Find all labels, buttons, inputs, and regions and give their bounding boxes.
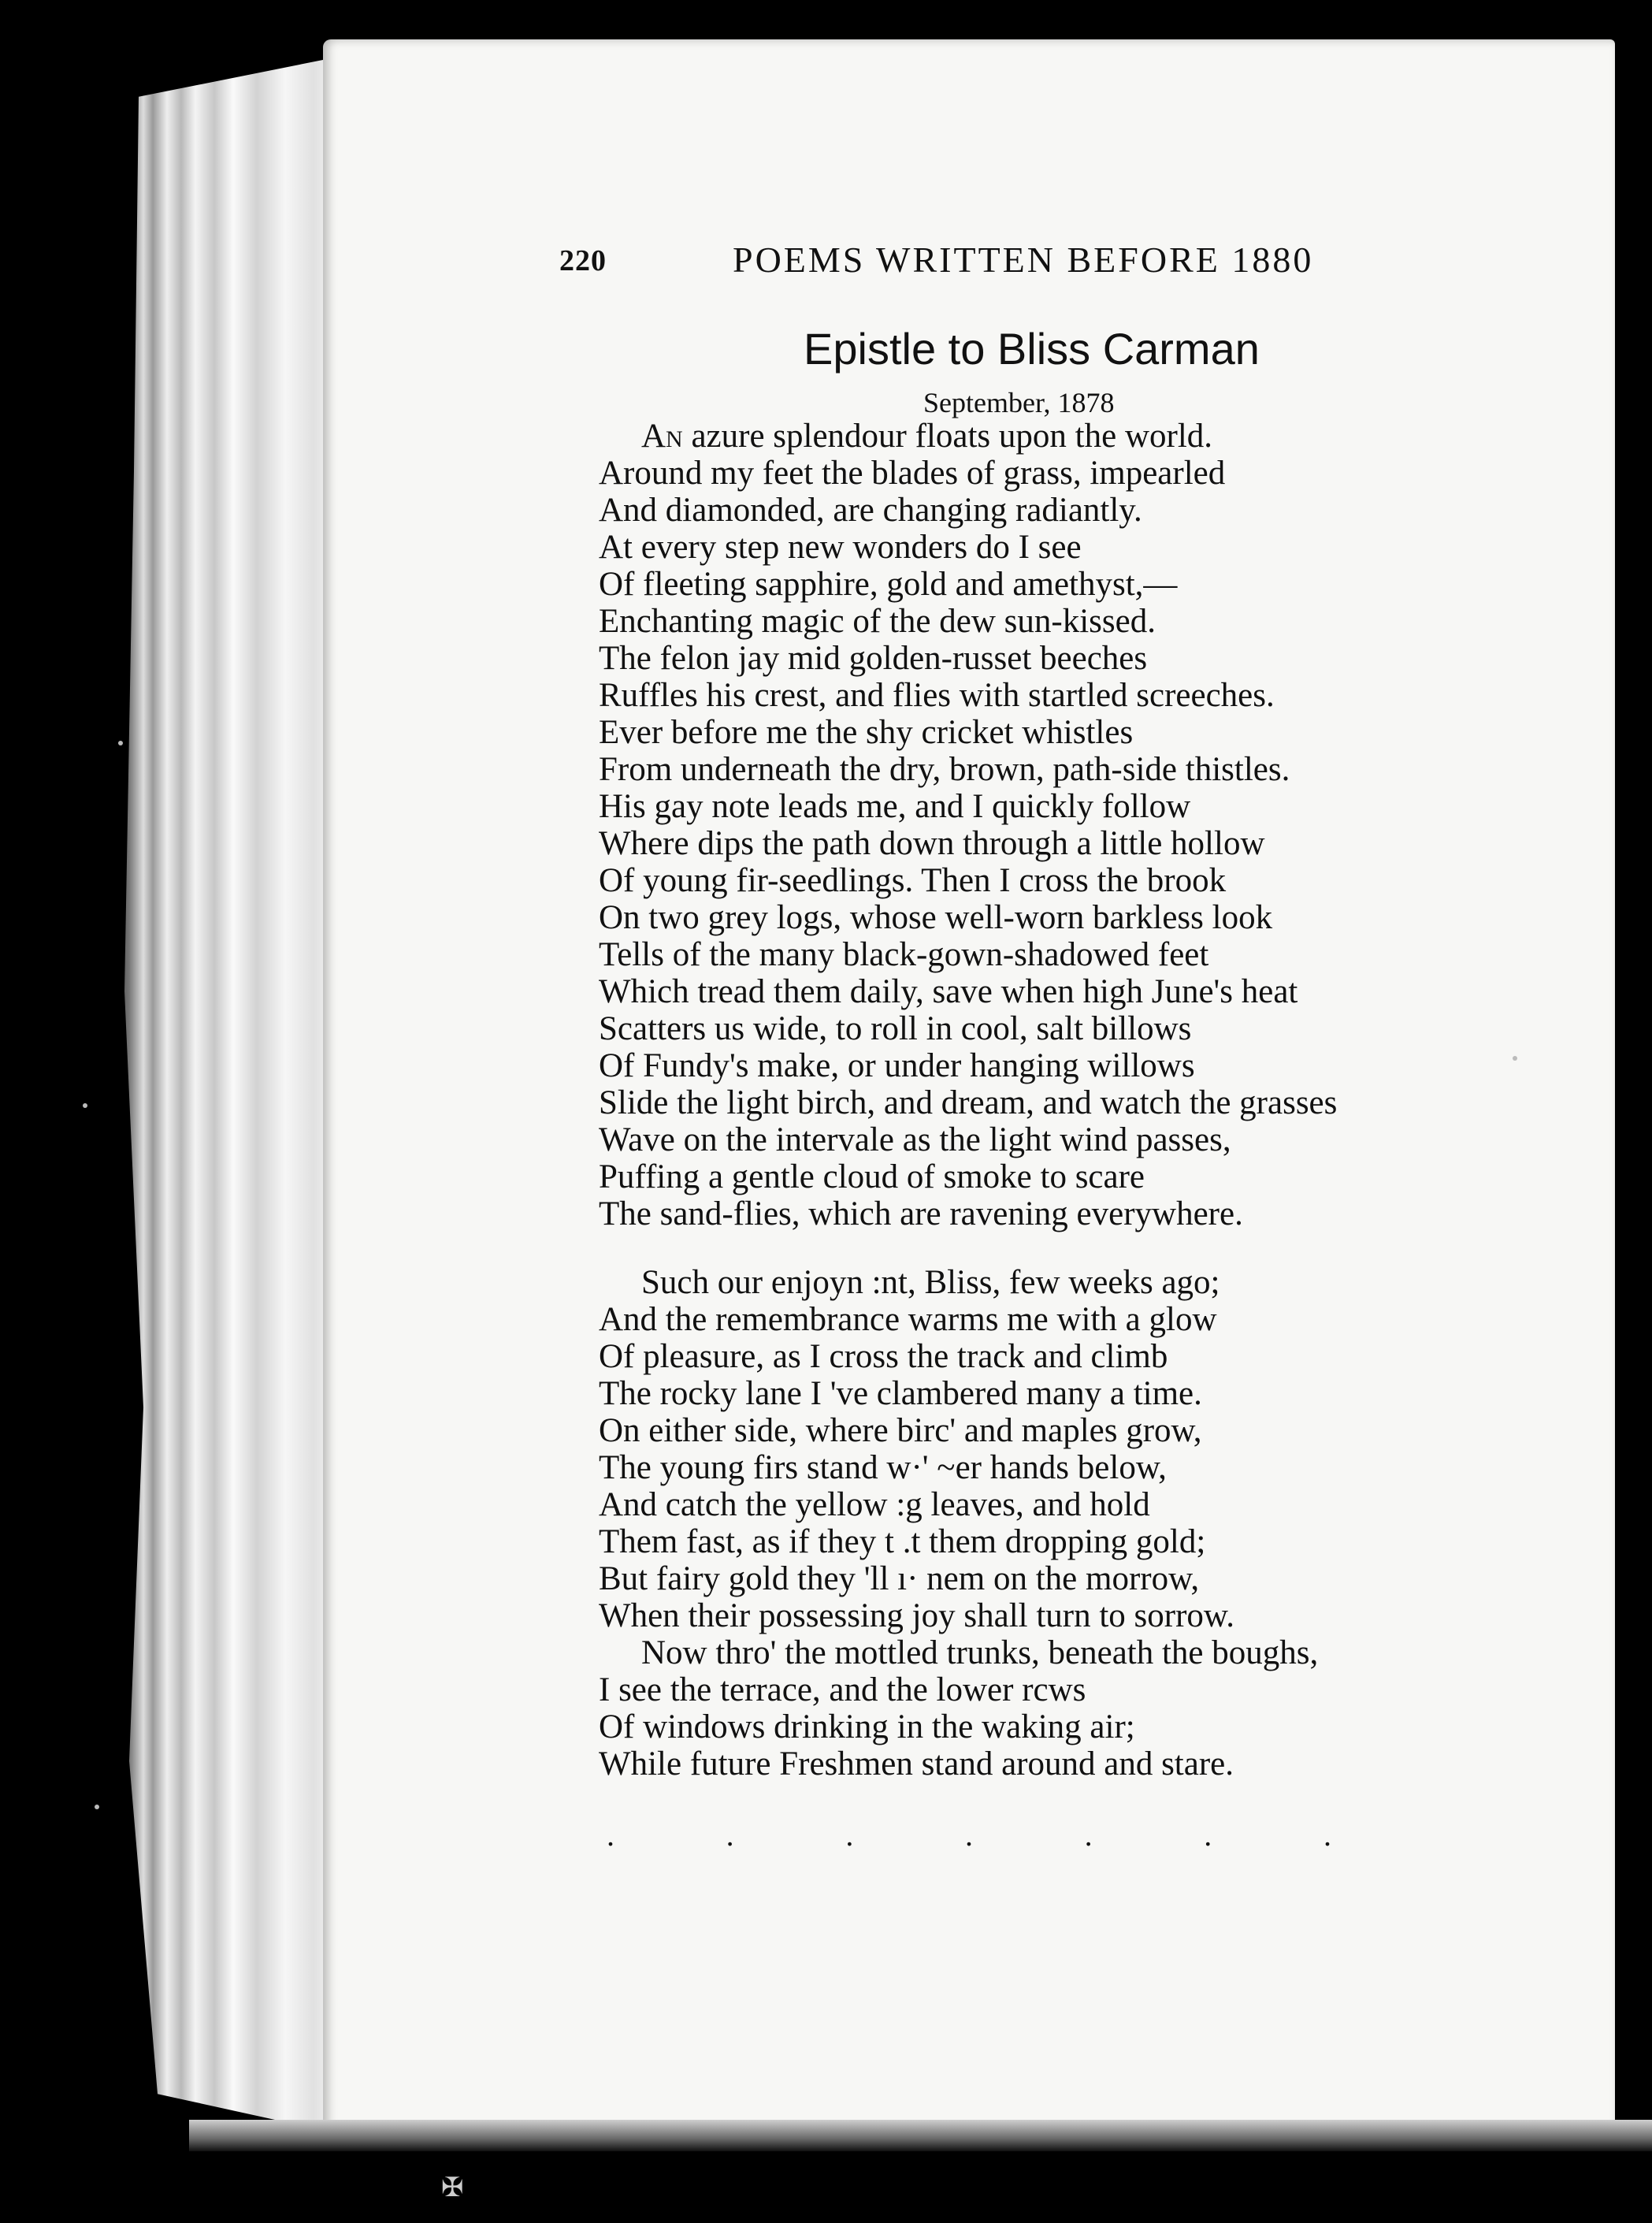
poem-line: Tells of the many black-gown-shadowed feet <box>599 936 1209 973</box>
poem-line: Ruffles his crest, and flies with startled screeches. <box>599 677 1275 714</box>
poem-line: Where dips the path down through a little hollow <box>599 825 1265 862</box>
page-number: 220 <box>559 244 607 277</box>
poem-line: At every step new wonders do I see <box>599 529 1082 566</box>
poem-line: And diamonded, are changing radiantly. <box>599 492 1142 529</box>
ellipsis-dot: . <box>964 1817 973 1853</box>
poem-line: Enchanting magic of the dew sun-kissed. <box>599 603 1156 640</box>
poem-line: The sand-flies, which are ravening everywhere. <box>599 1195 1243 1232</box>
poem-line: The young firs stand w·' ~er hands below, <box>599 1449 1167 1486</box>
dust-speck <box>118 741 123 745</box>
poem-title: Epistle to Bliss Carman <box>804 324 1260 374</box>
poem-body <box>599 418 1528 1782</box>
opening-word: An <box>641 418 683 455</box>
poem-line: Which tread them daily, save when high June's heat <box>599 973 1298 1010</box>
poem-line: Of windows drinking in the waking air; <box>599 1708 1135 1745</box>
poem-line: Them fast, as if they t .t them dropping gold; <box>599 1523 1206 1560</box>
poem-line: Puffing a gentle cloud of smoke to scare <box>599 1158 1145 1195</box>
poem-line: Ever before me the shy cricket whistles <box>599 714 1134 751</box>
poem-line: Slide the light birch, and dream, and watch the grasses <box>599 1084 1338 1121</box>
poem-line <box>599 418 1528 455</box>
poem-line: Now thro' the mottled trunks, beneath the boughs, <box>641 1634 1319 1671</box>
ellipsis-row <box>607 1816 1331 1853</box>
poem-line: Scatters us wide, to roll in cool, salt billows <box>599 1010 1192 1047</box>
poem-line: From underneath the dry, brown, path-side thistles. <box>599 751 1290 788</box>
running-title: POEMS WRITTEN BEFORE 1880 <box>733 240 1314 280</box>
poem-line: His gay note leads me, and I quickly follow <box>599 788 1191 825</box>
poem-line: Of Fundy's make, or under hanging willows <box>599 1047 1195 1084</box>
poem-line: And catch the yellow :g leaves, and hold <box>599 1486 1150 1523</box>
dust-speck <box>83 1103 87 1108</box>
poem-line: Of fleeting sapphire, gold and amethyst,— <box>599 566 1178 603</box>
poem-line: On two grey logs, whose well-worn barkless look <box>599 899 1273 936</box>
poem-line: The rocky lane I 've clambered many a time. <box>599 1375 1202 1412</box>
poem-line: I see the terrace, and the lower rcws <box>599 1671 1086 1708</box>
ellipsis-dot: . <box>1323 1817 1331 1853</box>
dust-speck <box>95 1805 99 1809</box>
poem-line: Such our enjoyn :nt, Bliss, few weeks ago; <box>641 1264 1220 1301</box>
poem-line: While future Freshmen stand around and stare. <box>599 1745 1234 1782</box>
poem-line: When their possessing joy shall turn to sorrow. <box>599 1597 1234 1634</box>
line-text: azure splendour floats upon the world. <box>682 418 1213 455</box>
poem-line: Wave on the intervale as the light wind passes, <box>599 1121 1231 1158</box>
page-edges <box>110 55 347 2136</box>
poem-line: Of young fir-seedlings. Then I cross the brook <box>599 862 1227 899</box>
ellipsis-dot: . <box>845 1817 854 1853</box>
poem-date: September, 1878 <box>923 387 1115 418</box>
poem-line: The felon jay mid golden-russet beeches <box>599 640 1148 677</box>
ellipsis-dot: . <box>1204 1817 1212 1853</box>
ellipsis-dot: . <box>726 1817 734 1853</box>
ellipsis-dot: . <box>1084 1817 1093 1853</box>
poem-line: And the remembrance warms me with a glow <box>599 1301 1217 1338</box>
stanza-break <box>599 1232 1528 1264</box>
running-head <box>559 239 1363 286</box>
ellipsis-dot: . <box>607 1817 614 1853</box>
library-stamp-icon: ✠ <box>441 2173 464 2203</box>
book-bottom-edge <box>189 2120 1652 2151</box>
poem-line: Of pleasure, as I cross the track and climb <box>599 1338 1168 1375</box>
poem-line: But fairy gold they 'll ı· nem on the morrow, <box>599 1560 1200 1597</box>
poem-line: On either side, where birc' and maples grow, <box>599 1412 1202 1449</box>
poem-line: Around my feet the blades of grass, impearled <box>599 455 1226 492</box>
